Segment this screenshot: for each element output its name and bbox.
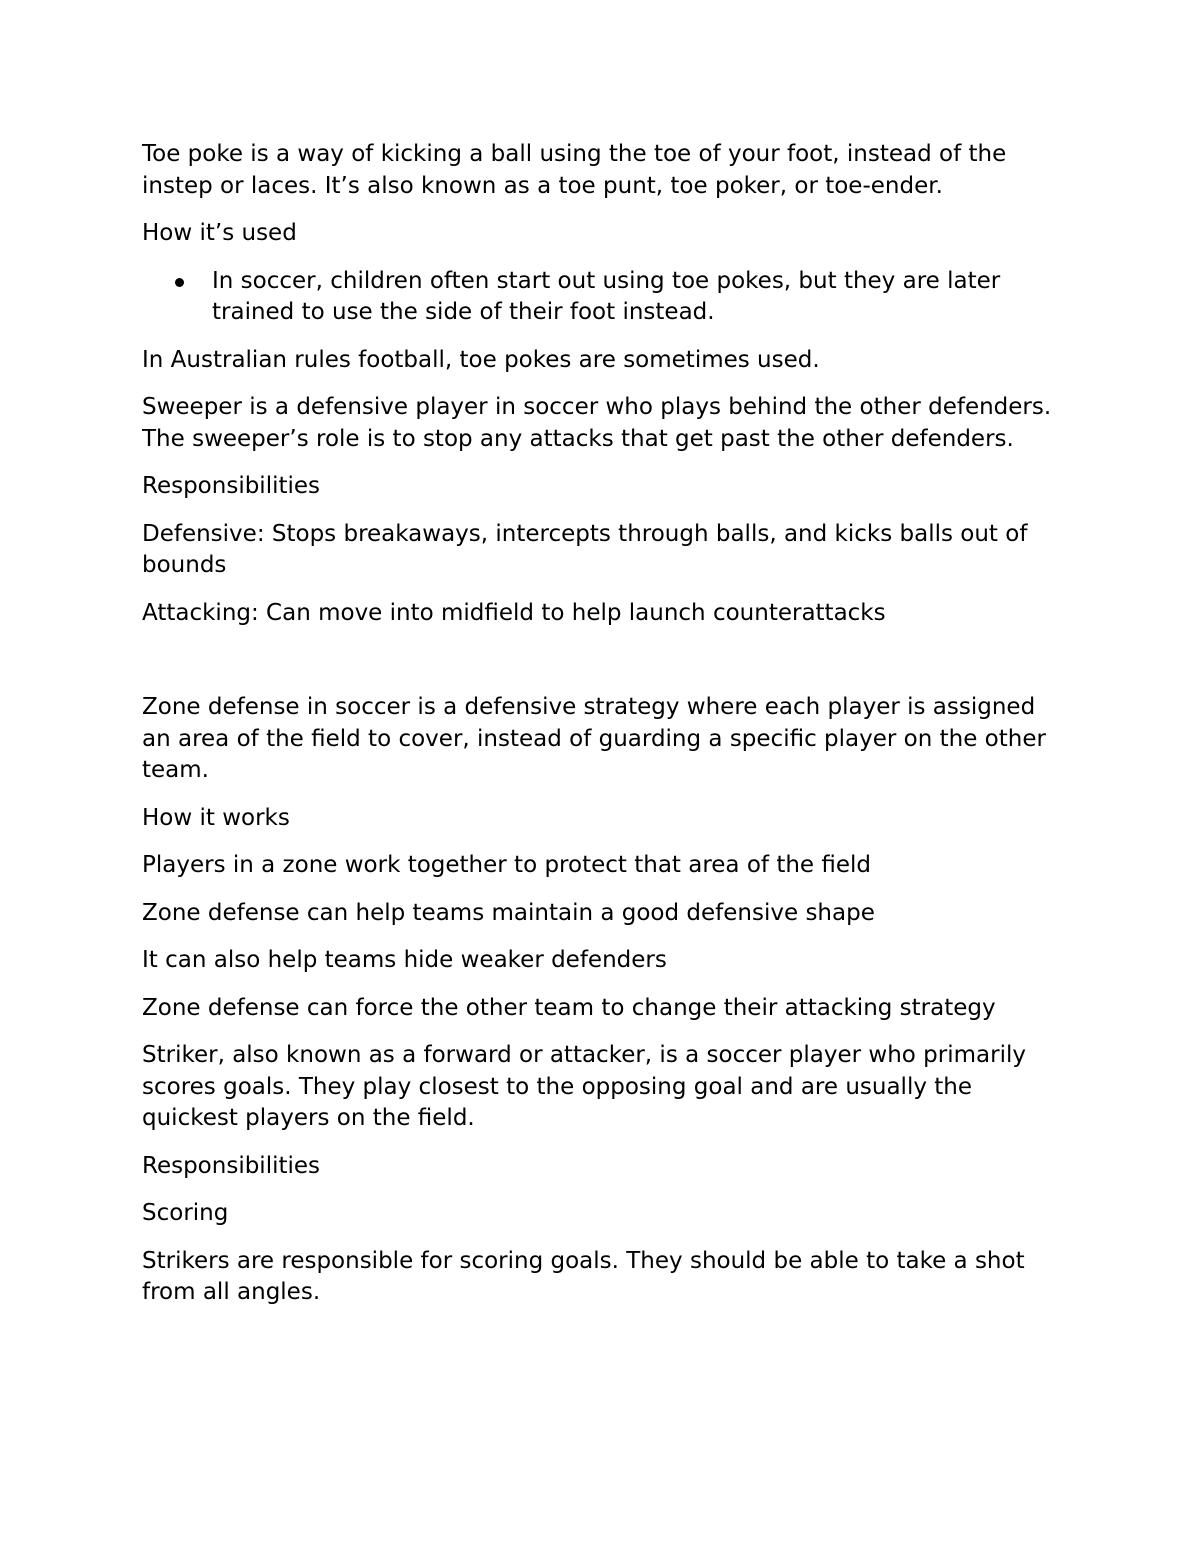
heading-how-it-works: How it works [142, 804, 290, 831]
paragraph-australian-rules: In Australian rules football, toe pokes are sometimes used. [142, 346, 820, 373]
heading-responsibilities: Responsibilities [142, 473, 321, 499]
paragraph-toe-poke-definition: Toe poke is a way of kicking a ball using the toe of your foot, instead of the instep or laces. It’s also known as a toe punt, toe poker, or toe-ender. [142, 141, 1007, 199]
paragraph-zone-players: Players in a zone work together to protect that area of the field [142, 852, 872, 878]
bullet-icon [175, 278, 184, 287]
list-item-text: In soccer, children often start out using toe pokes, but they are later trained to use the side of their foot instead. [212, 267, 1001, 325]
list-item [212, 266, 1062, 329]
document-body [142, 139, 1062, 1325]
paragraph-striker-definition: Striker, also known as a forward or attacker, is a soccer player who primarily scores goals. They play closest to the opposing goal and are usually the quickest players on the field. [142, 1042, 1026, 1131]
paragraph-strikers-scoring: Strikers are responsible for scoring goals. They should be able to take a shot from all angles. [142, 1247, 1025, 1305]
paragraph-attacking: Attacking: Can move into midfield to help launch counterattacks [142, 599, 886, 626]
paragraph-defensive: Defensive: Stops breakaways, intercepts through balls, and kicks balls out of bounds [142, 520, 1028, 578]
paragraph-zone-shape: Zone defense can help teams maintain a good defensive shape [142, 899, 875, 926]
heading-how-its-used: How it’s used [142, 220, 297, 246]
heading-responsibilities-2: Responsibilities [142, 1152, 321, 1179]
paragraph-zone-hide: It can also help teams hide weaker defenders [142, 947, 667, 973]
paragraph-sweeper-definition: Sweeper is a defensive player in soccer who plays behind the other defenders. The sweeper’s role is to stop any attacks that get past the other defenders. [142, 394, 1052, 452]
paragraph-zone-defense-definition: Zone defense in soccer is a defensive strategy where each player is assigned an area of the field to cover, instead of guarding a specific player on the other team. [142, 694, 1046, 783]
heading-scoring: Scoring [142, 1200, 229, 1226]
paragraph-zone-force: Zone defense can force the other team to change their attacking strategy [142, 994, 996, 1021]
bullet-list [142, 266, 1062, 329]
